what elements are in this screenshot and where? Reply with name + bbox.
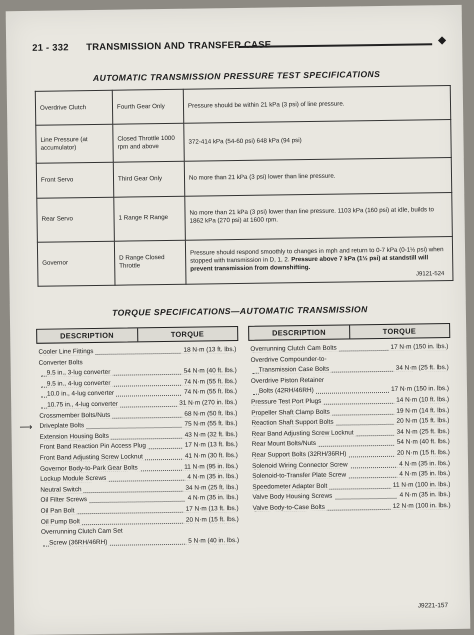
table-row (37, 192, 453, 242)
description-header: DESCRIPTION (37, 328, 137, 342)
torque-description: Converter Bolts (39, 359, 85, 367)
torque-description: Front Band Reaction Pin Access Plug (40, 443, 148, 452)
spec-cell: Pressure should be within 21 kPa (3 psi) of line pressure. (183, 86, 450, 124)
list-item (251, 501, 453, 514)
torque-description: Overdrive Compounder-to- (251, 355, 329, 363)
table-row (35, 86, 450, 126)
condition-cell: Closed Throttle 1000 rpm and above (113, 123, 185, 162)
torque-value: 31 N·m (270 in. lbs.) (177, 399, 237, 407)
torque-value: 11 N·m (95 in. lbs.) (182, 463, 238, 471)
torque-value: 18 N·m (13 ft. lbs.) (181, 346, 236, 354)
item-cell: Overdrive Clutch (35, 90, 112, 125)
torque-description: Pressure Test Port Plugs (251, 398, 323, 406)
table-row (36, 120, 451, 164)
torque-description: Neutral Switch (40, 486, 83, 494)
torque-column-right (248, 323, 453, 514)
item-cell: Governor (37, 241, 115, 286)
torque-description: Governor Body-to-Park Gear Bolts (40, 464, 140, 473)
torque-header: TORQUE (349, 324, 450, 338)
torque-value: 54 N·m (40 ft. lbs.) (395, 438, 450, 446)
manual-page (6, 5, 471, 635)
torque-description: Bolts (42RH/46RH) (259, 387, 316, 395)
torque-description: Speedometer Adapter Bolt (252, 482, 329, 490)
pressure-test-title: AUTOMATIC TRANSMISSION PRESSURE TEST SPECIFICATIONS (77, 69, 397, 83)
figure-ref: J9121-524 (416, 270, 444, 278)
torque-description: Solenoid Wiring Connector Screw (252, 461, 350, 470)
torque-description: Overrunning Clutch Cam Set (41, 528, 125, 536)
torque-description: Extension Housing Bolts (40, 433, 111, 441)
torque-value: 41 N·m (30 ft. lbs.) (183, 452, 238, 460)
torque-value: 17 N·m (150 in. lbs.) (388, 343, 448, 351)
torque-description: Propeller Shaft Clamp Bolts (251, 408, 332, 416)
torque-description: 9.5 in., 4-lug converter (47, 380, 113, 388)
torque-description: Cooler Line Fittings (38, 348, 95, 356)
torque-description: 9.5 in., 3-lug converter (47, 369, 113, 377)
torque-value: 4 N·m (35 in. lbs.) (186, 494, 239, 502)
torque-value: 68 N·m (50 ft. lbs.) (182, 410, 237, 418)
torque-description: Front Band Adjusting Screw Locknut (40, 453, 145, 462)
torque-value: 17 N·m (13 ft. lbs.) (183, 441, 238, 449)
torque-description: Rear Support Bolts (32RH/36RH) (252, 450, 349, 459)
page-header (32, 37, 446, 57)
condition-cell: Fourth Gear Only (112, 89, 183, 124)
torque-value: 4 N·m (35 in. lbs.) (397, 470, 450, 478)
torque-description: Crossmember Bolts/Nuts (39, 411, 112, 419)
item-cell: Rear Servo (37, 197, 115, 242)
spec-cell: No more than 21 kPa (3 psi) lower than line pressure. (184, 158, 451, 196)
torque-title: TORQUE SPECIFICATIONS—AUTOMATIC TRANSMISSION (80, 304, 400, 318)
arrow-icon: ⟶ (19, 424, 32, 431)
torque-column-left (36, 326, 241, 549)
spec-cell (185, 236, 453, 284)
torque-description: Solenoid-to-Transfer Plate Screw (252, 472, 348, 481)
table-row (36, 158, 451, 198)
torque-description: Overdrive Piston Retainer (251, 377, 326, 385)
torque-description: 10.0 in., 4-lug converter (47, 390, 116, 398)
spec-cell: No more than 21 kPa (3 psi) lower than line pressure. 1103 kPa (160 psi) at idle, builds to 1862 kPa (270 psi) at 1600 rpm. (185, 192, 453, 240)
torque-description: Reaction Shaft Support Bolts (251, 419, 335, 427)
torque-description: 10.75 in., 4-lug converter (47, 401, 120, 409)
condition-cell: 1 Range R Range (114, 196, 186, 241)
torque-value: 17 N·m (150 in. lbs.) (389, 385, 449, 393)
torque-value: 14 N·m (10 ft. lbs.) (394, 396, 449, 404)
torque-value: 20 N·m (15 ft. lbs.) (395, 449, 450, 457)
item-cell: Front Servo (36, 163, 113, 198)
torque-value: 20 N·m (15 ft. lbs.) (394, 417, 449, 425)
spec-warning: Pressure above 7 kPa (1½ psi) at standstill will prevent transmission from downshifting. (190, 255, 428, 273)
spec-text: Pressure should respond smoothly to changes in mph and return to 0-7 kPa (0-1½ psi) when stopped with transmission in D, 1, 2. (190, 246, 444, 265)
torque-description: Oil Pan Bolt (41, 507, 77, 515)
spec-cell: 372-414 kPa (54-60 psi) 648 kPa (94 psi) (184, 120, 452, 162)
torque-description: Valve Body Housing Screws (252, 493, 334, 501)
torque-value: 34 N·m (25 ft. lbs.) (394, 364, 449, 372)
torque-value: 74 N·m (55 ft. lbs.) (182, 388, 237, 396)
torque-value: 75 N·m (55 ft. lbs.) (182, 420, 237, 428)
torque-value: 19 N·m (14 ft. lbs.) (394, 407, 449, 415)
torque-value: 54 N·m (40 ft. lbs.) (182, 367, 237, 375)
torque-value: 34 N·m (25 ft. lbs.) (183, 484, 238, 492)
item-cell: Line Pressure (at accumulator) (36, 124, 114, 163)
torque-header: TORQUE (137, 327, 238, 341)
torque-description: Transmission Case Bolts (259, 366, 332, 374)
torque-value: 74 N·m (55 ft. lbs.) (182, 378, 237, 386)
torque-description: Oil Filter Screws (40, 496, 89, 504)
torque-value: 4 N·m (35 in. lbs.) (397, 460, 450, 468)
condition-cell: D Range Closed Throttle (114, 240, 186, 285)
list-item (39, 536, 241, 549)
torque-description: Overrunning Clutch Cam Bolts (250, 345, 338, 353)
diamond-icon: ◆ (438, 35, 446, 46)
torque-value: 5 N·m (40 in. lbs.) (186, 537, 239, 545)
torque-value: 4 N·m (35 in. lbs.) (398, 491, 451, 499)
page-number: 21 - 332 (32, 42, 69, 54)
torque-value: 34 N·m (25 ft. lbs.) (395, 428, 450, 436)
torque-description: Screw (36RH/46RH) (49, 539, 109, 547)
torque-list-left (36, 341, 241, 549)
figure-ref: J9221-157 (418, 602, 448, 609)
torque-value: 20 N·m (15 ft. lbs.) (184, 516, 239, 524)
torque-description: Rear Band Adjusting Screw Locknut (252, 429, 356, 438)
pressure-test-table (35, 85, 454, 287)
section-title: TRANSMISSION AND TRANSFER CASE (86, 40, 271, 54)
torque-description: Rear Mount Bolts/Nuts (252, 440, 318, 448)
table-row (37, 236, 453, 286)
torque-description: Oil Pump Bolt (41, 518, 82, 526)
torque-description: Valve Body-to-Case Bolts (253, 504, 327, 512)
torque-value: 17 N·m (13 ft. lbs.) (184, 505, 239, 513)
torque-list-right (248, 338, 452, 514)
description-header: DESCRIPTION (249, 325, 349, 339)
torque-description: Driveplate Bolts (39, 422, 86, 430)
torque-value: 43 N·m (32 ft. lbs.) (183, 431, 238, 439)
torque-value: 11 N·m (100 in. lbs.) (391, 481, 451, 489)
condition-cell: Third Gear Only (113, 162, 184, 197)
torque-value: 12 N·m (100 in. lbs.) (391, 502, 451, 510)
torque-description: Lockup Module Screws (40, 475, 108, 483)
torque-value: 4 N·m (35 in. lbs.) (185, 473, 238, 481)
